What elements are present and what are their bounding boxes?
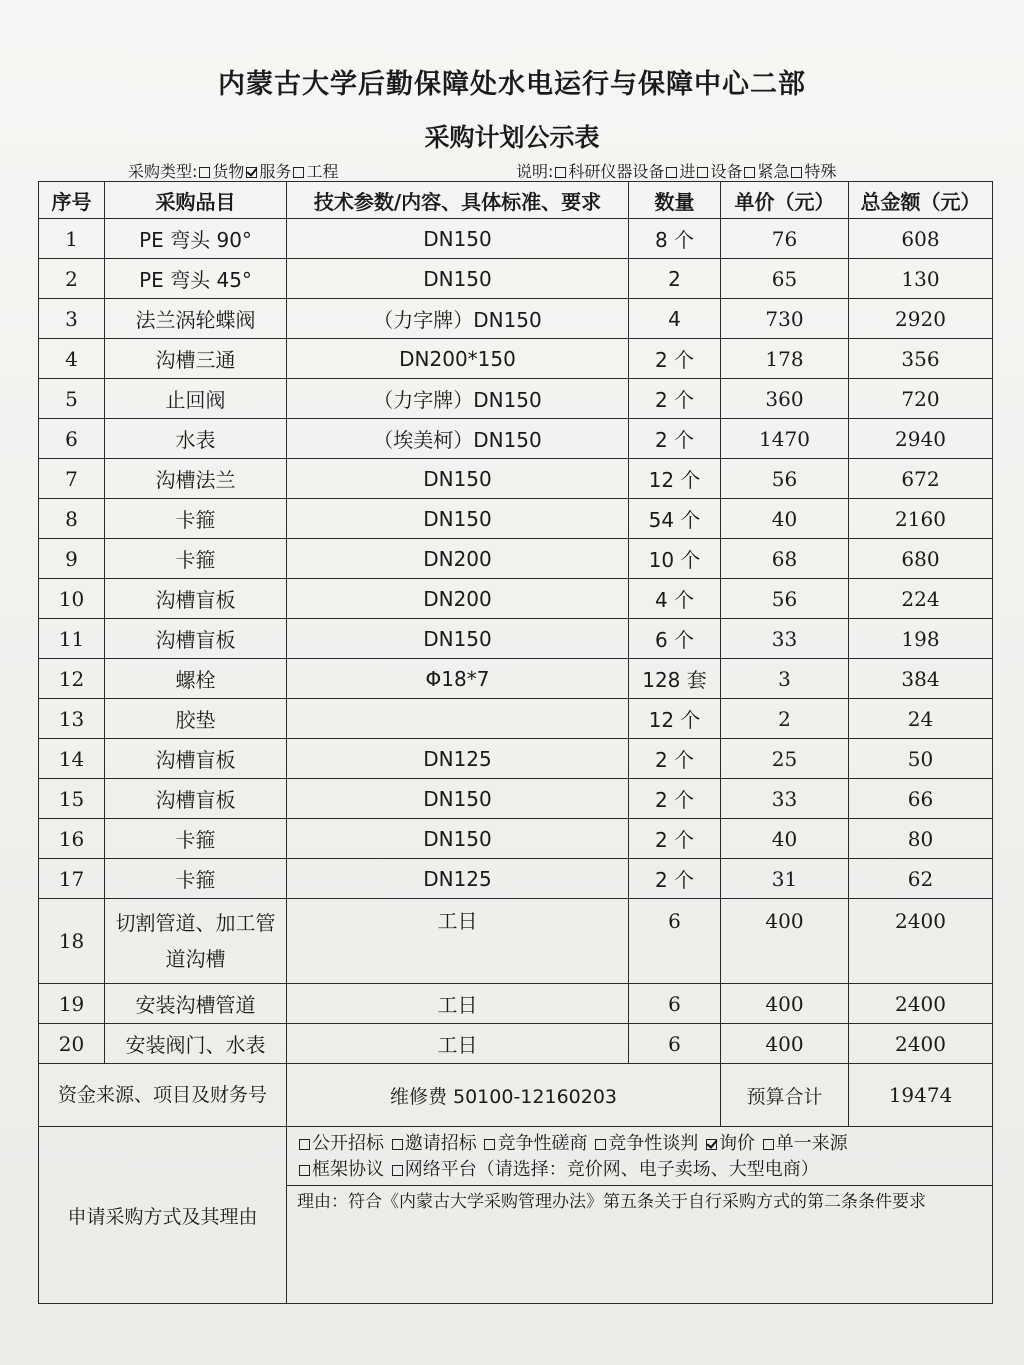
cell-total: 198 bbox=[849, 619, 993, 659]
cell-no: 3 bbox=[39, 299, 105, 339]
cell-item: PE 弯头 90° bbox=[105, 219, 287, 259]
cell-qty: 6 bbox=[629, 899, 721, 984]
cell-qty: 2 个 bbox=[629, 779, 721, 819]
cell-item: 安装阀门、水表 bbox=[105, 1024, 287, 1064]
cell-spec: DN150 bbox=[287, 779, 629, 819]
cell-spec: DN150 bbox=[287, 459, 629, 499]
cell-qty: 8 个 bbox=[629, 219, 721, 259]
document-subtitle: 采购计划公示表 bbox=[424, 123, 600, 152]
cell-no: 19 bbox=[39, 984, 105, 1024]
note-equipment-label: 设备 bbox=[710, 162, 743, 181]
cell-price: 65 bbox=[721, 259, 849, 299]
cell-spec: （力字牌）DN150 bbox=[287, 379, 629, 419]
cell-total: 672 bbox=[849, 459, 993, 499]
method-framework-agreement: 框架协议 bbox=[312, 1159, 384, 1180]
table-row bbox=[39, 899, 993, 984]
table-header-row bbox=[39, 182, 993, 219]
checkbox-competitive-negotiation bbox=[595, 1139, 606, 1150]
cell-qty: 2 个 bbox=[629, 339, 721, 379]
cell-item: 沟槽三通 bbox=[105, 339, 287, 379]
method-online-platform: 网络平台（请选择：竞价网、电子卖场、大型电商） bbox=[404, 1159, 819, 1180]
cell-no: 9 bbox=[39, 539, 105, 579]
cell-qty: 6 bbox=[629, 1024, 721, 1064]
cell-total: 2400 bbox=[849, 899, 993, 984]
cell-spec: DN125 bbox=[287, 859, 629, 899]
purchase-note bbox=[516, 159, 836, 182]
cell-spec: （力字牌）DN150 bbox=[287, 299, 629, 339]
cell-total: 356 bbox=[849, 339, 993, 379]
cell-item: 沟槽盲板 bbox=[105, 579, 287, 619]
table-row bbox=[39, 1024, 993, 1064]
cell-no: 6 bbox=[39, 419, 105, 459]
cell-spec: 工日 bbox=[287, 1024, 629, 1064]
cell-spec: DN200 bbox=[287, 539, 629, 579]
table-body bbox=[39, 219, 993, 1304]
cell-item: 卡箍 bbox=[105, 819, 287, 859]
table-row bbox=[39, 659, 993, 699]
cell-item: 止回阀 bbox=[105, 379, 287, 419]
cell-total: 2940 bbox=[849, 419, 993, 459]
cell-total: 24 bbox=[849, 699, 993, 739]
table-row bbox=[39, 299, 993, 339]
checkbox-service bbox=[246, 167, 257, 178]
cell-price: 360 bbox=[721, 379, 849, 419]
table-row bbox=[39, 699, 993, 739]
cell-spec bbox=[287, 699, 629, 739]
col-header-total: 总金额（元） bbox=[849, 182, 993, 219]
type-service-label: 服务 bbox=[259, 162, 292, 181]
cell-price: 1470 bbox=[721, 419, 849, 459]
cell-total: 2160 bbox=[849, 499, 993, 539]
table-row bbox=[39, 739, 993, 779]
cell-no: 20 bbox=[39, 1024, 105, 1064]
method-single-source: 单一来源 bbox=[775, 1133, 848, 1154]
cell-no: 7 bbox=[39, 459, 105, 499]
cell-total: 130 bbox=[849, 259, 993, 299]
cell-qty: 2 个 bbox=[629, 419, 721, 459]
cell-no: 17 bbox=[39, 859, 105, 899]
cell-total: 720 bbox=[849, 379, 993, 419]
cell-price: 56 bbox=[721, 579, 849, 619]
cell-spec: DN150 bbox=[287, 499, 629, 539]
cell-no: 13 bbox=[39, 699, 105, 739]
method-label: 申请采购方式及其理由 bbox=[39, 1127, 287, 1304]
cell-spec: DN150 bbox=[287, 619, 629, 659]
cell-spec: 工日 bbox=[287, 899, 629, 984]
cell-item: 法兰涡轮蝶阀 bbox=[105, 299, 287, 339]
checkbox-goods bbox=[199, 167, 210, 178]
cell-no: 5 bbox=[39, 379, 105, 419]
checkbox-special bbox=[791, 167, 802, 178]
cell-no: 4 bbox=[39, 339, 105, 379]
cell-price: 33 bbox=[721, 619, 849, 659]
cell-qty: 6 bbox=[629, 984, 721, 1024]
cell-spec: DN150 bbox=[287, 819, 629, 859]
cell-total: 2920 bbox=[849, 299, 993, 339]
col-header-no: 序号 bbox=[39, 182, 105, 219]
checkbox-equipment bbox=[697, 167, 708, 178]
cell-spec: DN150 bbox=[287, 259, 629, 299]
cell-item: 沟槽法兰 bbox=[105, 459, 287, 499]
checkbox-inquiry bbox=[706, 1139, 717, 1150]
cell-spec: 工日 bbox=[287, 984, 629, 1024]
checkbox-competitive-consultation bbox=[484, 1139, 495, 1150]
checkbox-framework-agreement bbox=[299, 1165, 310, 1176]
type-goods-label: 货物 bbox=[212, 162, 245, 181]
cell-price: 3 bbox=[721, 659, 849, 699]
cell-price: 40 bbox=[721, 819, 849, 859]
purchase-type bbox=[128, 159, 338, 182]
method-row bbox=[39, 1127, 993, 1304]
cell-total: 608 bbox=[849, 219, 993, 259]
table-row bbox=[39, 859, 993, 899]
cell-item: 水表 bbox=[105, 419, 287, 459]
cell-total: 2400 bbox=[849, 984, 993, 1024]
type-engineering-label: 工程 bbox=[306, 162, 339, 181]
cell-spec: （埃美柯）DN150 bbox=[287, 419, 629, 459]
budget-label: 预算合计 bbox=[721, 1064, 849, 1127]
cell-item: 沟槽盲板 bbox=[105, 619, 287, 659]
table-row bbox=[39, 499, 993, 539]
budget-value: 19474 bbox=[849, 1064, 993, 1127]
cell-no: 1 bbox=[39, 219, 105, 259]
table-row bbox=[39, 219, 993, 259]
table-row bbox=[39, 339, 993, 379]
cell-item: 切割管道、加工管道沟槽 bbox=[105, 899, 287, 984]
cell-total: 224 bbox=[849, 579, 993, 619]
method-options bbox=[287, 1127, 992, 1186]
cell-no: 10 bbox=[39, 579, 105, 619]
cell-price: 400 bbox=[721, 1024, 849, 1064]
cell-item: PE 弯头 45° bbox=[105, 259, 287, 299]
cell-price: 178 bbox=[721, 339, 849, 379]
table-row bbox=[39, 819, 993, 859]
table-row bbox=[39, 259, 993, 299]
cell-item: 安装沟槽管道 bbox=[105, 984, 287, 1024]
checkbox-invited-tender bbox=[392, 1139, 403, 1150]
note-urgent-label: 紧急 bbox=[757, 162, 790, 181]
table-row bbox=[39, 419, 993, 459]
cell-qty: 4 bbox=[629, 299, 721, 339]
col-header-price: 单价（元） bbox=[721, 182, 849, 219]
cell-price: 56 bbox=[721, 459, 849, 499]
funding-row bbox=[39, 1064, 993, 1127]
method-invited-tender: 邀请招标 bbox=[404, 1133, 477, 1154]
cell-qty: 6 个 bbox=[629, 619, 721, 659]
method-content bbox=[287, 1127, 993, 1304]
cell-no: 11 bbox=[39, 619, 105, 659]
cell-price: 40 bbox=[721, 499, 849, 539]
note-import-label: 进 bbox=[679, 162, 696, 181]
cell-total: 50 bbox=[849, 739, 993, 779]
cell-price: 33 bbox=[721, 779, 849, 819]
cell-total: 80 bbox=[849, 819, 993, 859]
checkbox-research-equipment bbox=[555, 167, 566, 178]
cell-qty: 2 个 bbox=[629, 819, 721, 859]
cell-qty: 12 个 bbox=[629, 699, 721, 739]
funding-label: 资金来源、项目及财务号 bbox=[39, 1064, 287, 1127]
cell-price: 68 bbox=[721, 539, 849, 579]
purchase-type-label: 采购类型: bbox=[128, 162, 198, 181]
cell-no: 8 bbox=[39, 499, 105, 539]
cell-qty: 128 套 bbox=[629, 659, 721, 699]
cell-no: 2 bbox=[39, 259, 105, 299]
checkbox-import bbox=[666, 167, 677, 178]
document-title: 内蒙古大学后勤保障处水电运行与保障中心二部 bbox=[218, 69, 806, 100]
cell-qty: 2 个 bbox=[629, 739, 721, 779]
cell-spec: DN150 bbox=[287, 219, 629, 259]
checkbox-open-tender bbox=[299, 1139, 310, 1150]
table-row bbox=[39, 539, 993, 579]
cell-spec: DN125 bbox=[287, 739, 629, 779]
method-open-tender: 公开招标 bbox=[312, 1133, 384, 1154]
method-inquiry: 询价 bbox=[718, 1133, 755, 1154]
cell-total: 680 bbox=[849, 539, 993, 579]
cell-price: 730 bbox=[721, 299, 849, 339]
col-header-spec: 技术参数/内容、具体标准、要求 bbox=[287, 182, 629, 219]
method-competitive-consultation: 竞争性磋商 bbox=[497, 1133, 588, 1154]
note-label: 说明: bbox=[516, 162, 554, 181]
cell-qty: 2 个 bbox=[629, 859, 721, 899]
cell-item: 卡箍 bbox=[105, 499, 287, 539]
cell-item: 沟槽盲板 bbox=[105, 739, 287, 779]
col-header-item: 采购品目 bbox=[105, 182, 287, 219]
method-reason: 理由：符合《内蒙古大学采购管理办法》第五条关于自行采购方式的第二条条件要求 bbox=[297, 1192, 926, 1212]
cell-qty: 12 个 bbox=[629, 459, 721, 499]
cell-price: 2 bbox=[721, 699, 849, 739]
cell-item: 螺栓 bbox=[105, 659, 287, 699]
cell-qty: 2 个 bbox=[629, 379, 721, 419]
cell-total: 2400 bbox=[849, 1024, 993, 1064]
note-special-label: 特殊 bbox=[804, 162, 837, 181]
cell-item: 胶垫 bbox=[105, 699, 287, 739]
checkbox-urgent bbox=[744, 167, 755, 178]
checkbox-single-source bbox=[763, 1139, 774, 1150]
cell-price: 76 bbox=[721, 219, 849, 259]
table-row bbox=[39, 459, 993, 499]
cell-no: 18 bbox=[39, 899, 105, 984]
cell-price: 31 bbox=[721, 859, 849, 899]
cell-no: 14 bbox=[39, 739, 105, 779]
cell-item: 沟槽盲板 bbox=[105, 779, 287, 819]
cell-spec: DN200*150 bbox=[287, 339, 629, 379]
cell-item: 卡箍 bbox=[105, 539, 287, 579]
cell-qty: 54 个 bbox=[629, 499, 721, 539]
checkbox-engineering bbox=[293, 167, 304, 178]
cell-spec: Φ18*7 bbox=[287, 659, 629, 699]
cell-total: 66 bbox=[849, 779, 993, 819]
cell-price: 25 bbox=[721, 739, 849, 779]
cell-price: 400 bbox=[721, 984, 849, 1024]
cell-qty: 10 个 bbox=[629, 539, 721, 579]
table-row bbox=[39, 984, 993, 1024]
procurement-table bbox=[38, 181, 993, 1304]
cell-total: 384 bbox=[849, 659, 993, 699]
cell-price: 400 bbox=[721, 899, 849, 984]
cell-no: 15 bbox=[39, 779, 105, 819]
table-row bbox=[39, 779, 993, 819]
cell-spec: DN200 bbox=[287, 579, 629, 619]
cell-total: 62 bbox=[849, 859, 993, 899]
cell-no: 16 bbox=[39, 819, 105, 859]
col-header-qty: 数量 bbox=[629, 182, 721, 219]
cell-qty: 2 bbox=[629, 259, 721, 299]
funding-value: 维修费 50100-12160203 bbox=[287, 1064, 721, 1127]
table-row bbox=[39, 619, 993, 659]
table-row bbox=[39, 579, 993, 619]
checkbox-online-platform bbox=[392, 1165, 403, 1176]
cell-qty: 4 个 bbox=[629, 579, 721, 619]
note-research-label: 科研仪器设备 bbox=[568, 162, 665, 181]
cell-no: 12 bbox=[39, 659, 105, 699]
cell-item: 卡箍 bbox=[105, 859, 287, 899]
table-row bbox=[39, 379, 993, 419]
method-competitive-negotiation: 竞争性谈判 bbox=[608, 1133, 699, 1154]
